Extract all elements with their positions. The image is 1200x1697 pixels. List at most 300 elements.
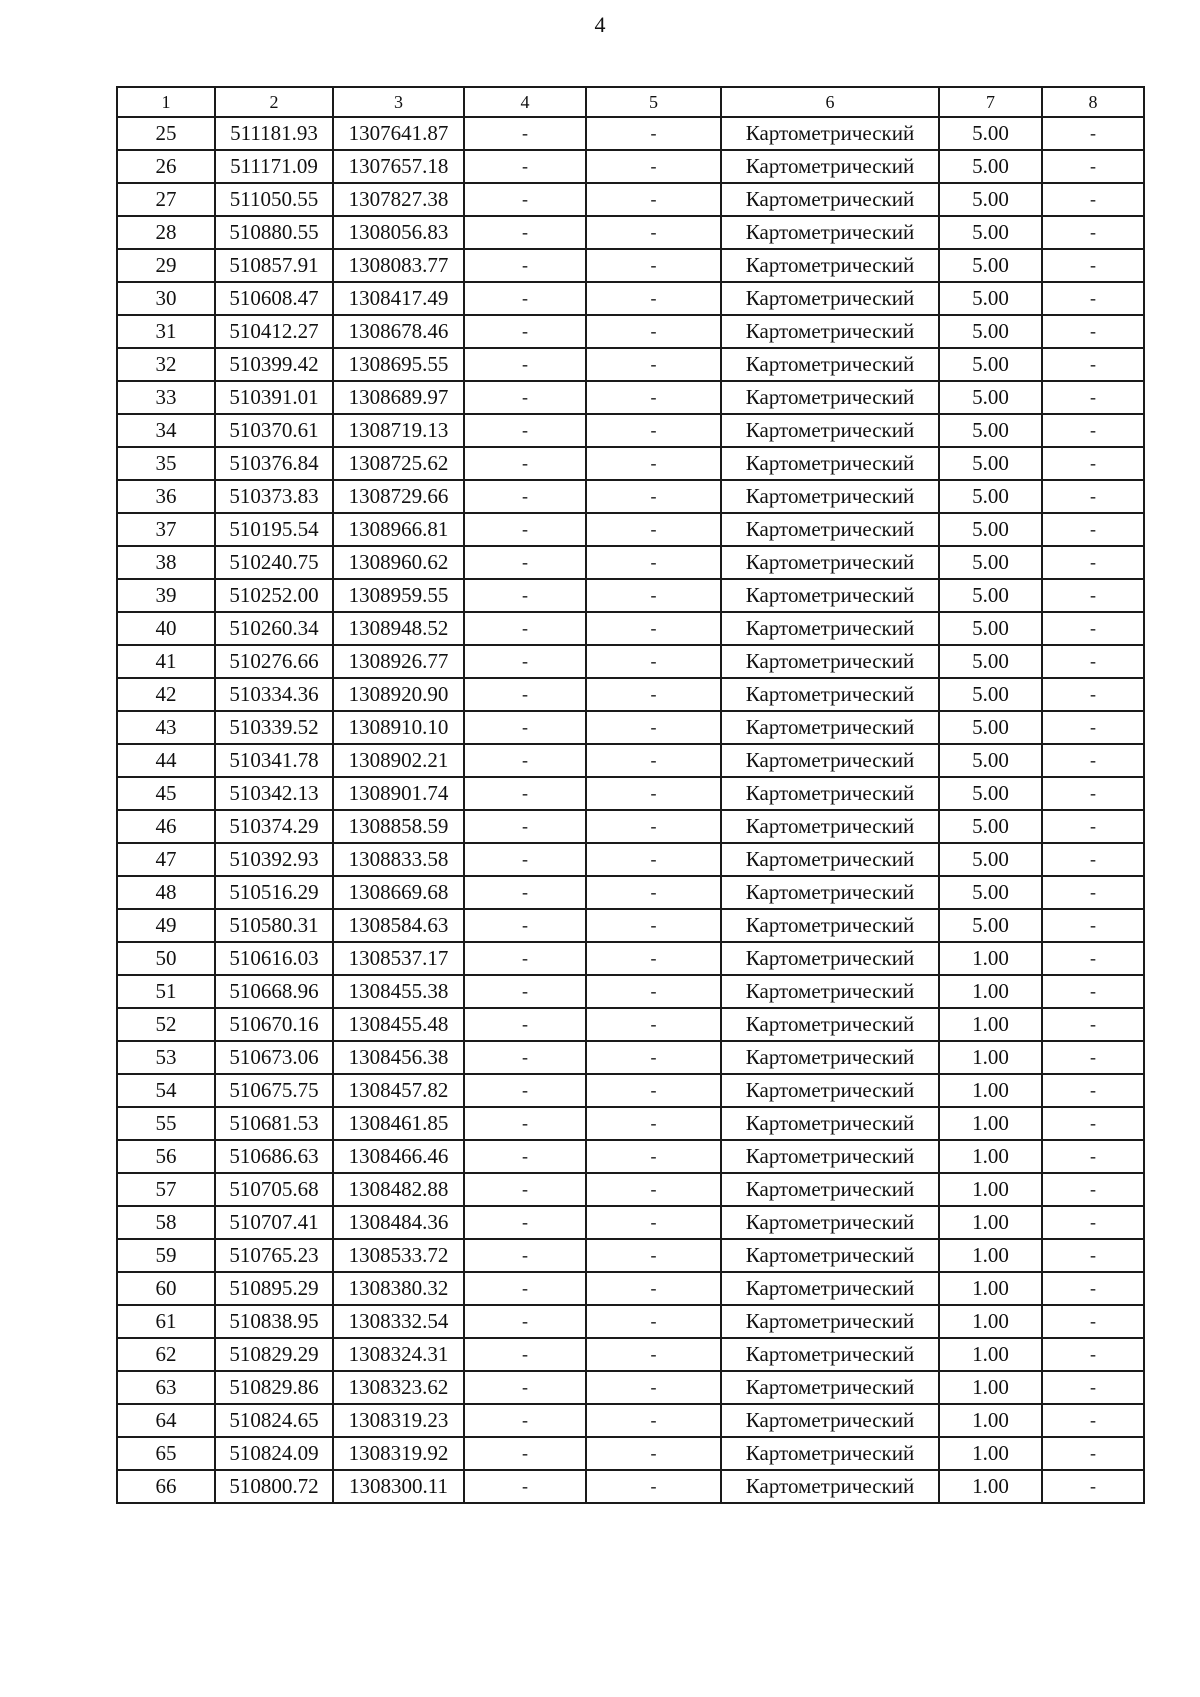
col-4-value: - xyxy=(464,117,586,150)
point-number: 48 xyxy=(117,876,215,909)
col-4-value: - xyxy=(464,183,586,216)
accuracy-value: 1.00 xyxy=(939,1173,1042,1206)
col-5-value: - xyxy=(586,1437,721,1470)
col-5-value: - xyxy=(586,975,721,1008)
col-5-value: - xyxy=(586,777,721,810)
col-8-value: - xyxy=(1042,1041,1144,1074)
table-row xyxy=(117,876,1144,909)
table-row xyxy=(117,942,1144,975)
method-value: Картометрический xyxy=(721,1008,939,1041)
col-8-value: - xyxy=(1042,876,1144,909)
table-row xyxy=(117,381,1144,414)
coord-x: 510240.75 xyxy=(215,546,333,579)
method-value: Картометрический xyxy=(721,942,939,975)
table-row xyxy=(117,744,1144,777)
table-row xyxy=(117,678,1144,711)
col-5-value: - xyxy=(586,843,721,876)
col-4-value: - xyxy=(464,975,586,1008)
coord-x: 510616.03 xyxy=(215,942,333,975)
coord-y: 1308484.36 xyxy=(333,1206,464,1239)
coord-y: 1308960.62 xyxy=(333,546,464,579)
coord-x: 510895.29 xyxy=(215,1272,333,1305)
table-header-row xyxy=(117,87,1144,117)
col-8-value: - xyxy=(1042,612,1144,645)
method-value: Картометрический xyxy=(721,909,939,942)
col-4-value: - xyxy=(464,711,586,744)
point-number: 52 xyxy=(117,1008,215,1041)
point-number: 39 xyxy=(117,579,215,612)
method-value: Картометрический xyxy=(721,249,939,282)
col-5-value: - xyxy=(586,117,721,150)
coord-x: 510391.01 xyxy=(215,381,333,414)
method-value: Картометрический xyxy=(721,1074,939,1107)
coord-y: 1308695.55 xyxy=(333,348,464,381)
col-4-value: - xyxy=(464,480,586,513)
col-8-value: - xyxy=(1042,513,1144,546)
accuracy-value: 1.00 xyxy=(939,1107,1042,1140)
col-8-value: - xyxy=(1042,810,1144,843)
col-5-value: - xyxy=(586,381,721,414)
col-5-value: - xyxy=(586,678,721,711)
col-5-value: - xyxy=(586,1239,721,1272)
coord-x: 510707.41 xyxy=(215,1206,333,1239)
accuracy-value: 1.00 xyxy=(939,1470,1042,1503)
coord-y: 1308456.38 xyxy=(333,1041,464,1074)
col-4-value: - xyxy=(464,216,586,249)
accuracy-value: 5.00 xyxy=(939,678,1042,711)
point-number: 63 xyxy=(117,1371,215,1404)
table-row xyxy=(117,579,1144,612)
method-value: Картометрический xyxy=(721,975,939,1008)
col-8-value: - xyxy=(1042,645,1144,678)
col-5-value: - xyxy=(586,480,721,513)
table-row xyxy=(117,1107,1144,1140)
col-4-value: - xyxy=(464,1470,586,1503)
method-value: Картометрический xyxy=(721,447,939,480)
method-value: Картометрический xyxy=(721,216,939,249)
accuracy-value: 1.00 xyxy=(939,942,1042,975)
coord-x: 510670.16 xyxy=(215,1008,333,1041)
col-4-value: - xyxy=(464,447,586,480)
method-value: Картометрический xyxy=(721,1041,939,1074)
point-number: 64 xyxy=(117,1404,215,1437)
coord-x: 510370.61 xyxy=(215,414,333,447)
point-number: 25 xyxy=(117,117,215,150)
col-5-value: - xyxy=(586,282,721,315)
method-value: Картометрический xyxy=(721,1404,939,1437)
coord-y: 1308902.21 xyxy=(333,744,464,777)
col-8-value: - xyxy=(1042,315,1144,348)
col-4-value: - xyxy=(464,1272,586,1305)
col-8-value: - xyxy=(1042,678,1144,711)
col-4-value: - xyxy=(464,876,586,909)
method-value: Картометрический xyxy=(721,282,939,315)
method-value: Картометрический xyxy=(721,414,939,447)
method-value: Картометрический xyxy=(721,1140,939,1173)
method-value: Картометрический xyxy=(721,546,939,579)
coord-x: 510342.13 xyxy=(215,777,333,810)
coord-y: 1308725.62 xyxy=(333,447,464,480)
method-value: Картометрический xyxy=(721,1338,939,1371)
coord-y: 1308920.90 xyxy=(333,678,464,711)
method-value: Картометрический xyxy=(721,1239,939,1272)
col-4-value: - xyxy=(464,1338,586,1371)
point-number: 65 xyxy=(117,1437,215,1470)
coord-y: 1308966.81 xyxy=(333,513,464,546)
col-8-value: - xyxy=(1042,909,1144,942)
coord-y: 1308455.38 xyxy=(333,975,464,1008)
point-number: 53 xyxy=(117,1041,215,1074)
method-value: Картометрический xyxy=(721,810,939,843)
col-5-value: - xyxy=(586,1173,721,1206)
col-8-value: - xyxy=(1042,447,1144,480)
col-4-value: - xyxy=(464,909,586,942)
coord-y: 1308319.92 xyxy=(333,1437,464,1470)
coord-x: 510857.91 xyxy=(215,249,333,282)
col-8-value: - xyxy=(1042,1008,1144,1041)
point-number: 28 xyxy=(117,216,215,249)
col-4-value: - xyxy=(464,1173,586,1206)
col-8-value: - xyxy=(1042,282,1144,315)
coord-y: 1308584.63 xyxy=(333,909,464,942)
col-8-value: - xyxy=(1042,348,1144,381)
point-number: 36 xyxy=(117,480,215,513)
accuracy-value: 5.00 xyxy=(939,645,1042,678)
col-8-value: - xyxy=(1042,1338,1144,1371)
point-number: 50 xyxy=(117,942,215,975)
coord-x: 510765.23 xyxy=(215,1239,333,1272)
col-8-value: - xyxy=(1042,1470,1144,1503)
col-5-value: - xyxy=(586,810,721,843)
col-8-value: - xyxy=(1042,942,1144,975)
accuracy-value: 5.00 xyxy=(939,711,1042,744)
page-number: 4 xyxy=(594,12,606,37)
point-number: 60 xyxy=(117,1272,215,1305)
coord-y: 1308417.49 xyxy=(333,282,464,315)
coord-x: 510675.75 xyxy=(215,1074,333,1107)
col-5-value: - xyxy=(586,447,721,480)
col-5-value: - xyxy=(586,1470,721,1503)
accuracy-value: 5.00 xyxy=(939,414,1042,447)
table-row xyxy=(117,1173,1144,1206)
method-value: Картометрический xyxy=(721,1107,939,1140)
method-value: Картометрический xyxy=(721,381,939,414)
method-value: Картометрический xyxy=(721,117,939,150)
point-number: 34 xyxy=(117,414,215,447)
coord-x: 510829.29 xyxy=(215,1338,333,1371)
col-5-value: - xyxy=(586,744,721,777)
method-value: Картометрический xyxy=(721,1437,939,1470)
coord-x: 510373.83 xyxy=(215,480,333,513)
method-value: Картометрический xyxy=(721,777,939,810)
col-4-value: - xyxy=(464,777,586,810)
col-8-value: - xyxy=(1042,1206,1144,1239)
col-5-value: - xyxy=(586,1206,721,1239)
column-header: 4 xyxy=(464,87,586,117)
coord-y: 1308948.52 xyxy=(333,612,464,645)
point-number: 66 xyxy=(117,1470,215,1503)
col-5-value: - xyxy=(586,579,721,612)
col-8-value: - xyxy=(1042,744,1144,777)
coord-y: 1308455.48 xyxy=(333,1008,464,1041)
col-5-value: - xyxy=(586,216,721,249)
coord-y: 1308729.66 xyxy=(333,480,464,513)
col-8-value: - xyxy=(1042,1437,1144,1470)
table-row xyxy=(117,546,1144,579)
coord-y: 1308678.46 xyxy=(333,315,464,348)
table-row xyxy=(117,1239,1144,1272)
method-value: Картометрический xyxy=(721,480,939,513)
point-number: 44 xyxy=(117,744,215,777)
table-row xyxy=(117,150,1144,183)
point-number: 32 xyxy=(117,348,215,381)
coord-y: 1307657.18 xyxy=(333,150,464,183)
method-value: Картометрический xyxy=(721,1305,939,1338)
point-number: 37 xyxy=(117,513,215,546)
accuracy-value: 1.00 xyxy=(939,1272,1042,1305)
col-4-value: - xyxy=(464,1140,586,1173)
col-8-value: - xyxy=(1042,183,1144,216)
point-number: 35 xyxy=(117,447,215,480)
col-5-value: - xyxy=(586,150,721,183)
col-5-value: - xyxy=(586,249,721,282)
col-4-value: - xyxy=(464,1371,586,1404)
table-row xyxy=(117,1206,1144,1239)
col-5-value: - xyxy=(586,414,721,447)
coord-x: 510705.68 xyxy=(215,1173,333,1206)
coord-x: 510374.29 xyxy=(215,810,333,843)
method-value: Картометрический xyxy=(721,711,939,744)
col-5-value: - xyxy=(586,1008,721,1041)
point-number: 62 xyxy=(117,1338,215,1371)
coord-y: 1308926.77 xyxy=(333,645,464,678)
method-value: Картометрический xyxy=(721,876,939,909)
col-4-value: - xyxy=(464,612,586,645)
coord-y: 1307827.38 xyxy=(333,183,464,216)
coord-x: 510412.27 xyxy=(215,315,333,348)
table-row xyxy=(117,612,1144,645)
coord-x: 510800.72 xyxy=(215,1470,333,1503)
coord-y: 1308457.82 xyxy=(333,1074,464,1107)
accuracy-value: 5.00 xyxy=(939,315,1042,348)
column-header: 6 xyxy=(721,87,939,117)
col-8-value: - xyxy=(1042,150,1144,183)
method-value: Картометрический xyxy=(721,645,939,678)
accuracy-value: 1.00 xyxy=(939,1371,1042,1404)
col-4-value: - xyxy=(464,1041,586,1074)
method-value: Картометрический xyxy=(721,744,939,777)
col-4-value: - xyxy=(464,282,586,315)
table-row xyxy=(117,447,1144,480)
table-row xyxy=(117,513,1144,546)
col-5-value: - xyxy=(586,348,721,381)
table-row xyxy=(117,645,1144,678)
point-number: 33 xyxy=(117,381,215,414)
coord-y: 1308482.88 xyxy=(333,1173,464,1206)
col-4-value: - xyxy=(464,1404,586,1437)
coord-y: 1308533.72 xyxy=(333,1239,464,1272)
column-header: 2 xyxy=(215,87,333,117)
point-number: 58 xyxy=(117,1206,215,1239)
col-8-value: - xyxy=(1042,975,1144,1008)
accuracy-value: 5.00 xyxy=(939,480,1042,513)
table-row xyxy=(117,1404,1144,1437)
coord-x: 510829.86 xyxy=(215,1371,333,1404)
table-row xyxy=(117,183,1144,216)
coord-y: 1308056.83 xyxy=(333,216,464,249)
accuracy-value: 5.00 xyxy=(939,876,1042,909)
col-4-value: - xyxy=(464,942,586,975)
col-8-value: - xyxy=(1042,579,1144,612)
accuracy-value: 5.00 xyxy=(939,348,1042,381)
method-value: Картометрический xyxy=(721,612,939,645)
col-8-value: - xyxy=(1042,1239,1144,1272)
table-row xyxy=(117,249,1144,282)
coord-x: 511171.09 xyxy=(215,150,333,183)
coord-y: 1307641.87 xyxy=(333,117,464,150)
col-4-value: - xyxy=(464,348,586,381)
point-number: 42 xyxy=(117,678,215,711)
accuracy-value: 1.00 xyxy=(939,1437,1042,1470)
method-value: Картометрический xyxy=(721,183,939,216)
col-5-value: - xyxy=(586,876,721,909)
coord-y: 1308910.10 xyxy=(333,711,464,744)
col-8-value: - xyxy=(1042,711,1144,744)
table-row xyxy=(117,1074,1144,1107)
col-8-value: - xyxy=(1042,480,1144,513)
point-number: 47 xyxy=(117,843,215,876)
table-row xyxy=(117,1437,1144,1470)
table-row xyxy=(117,1371,1144,1404)
coord-y: 1308319.23 xyxy=(333,1404,464,1437)
point-number: 43 xyxy=(117,711,215,744)
accuracy-value: 5.00 xyxy=(939,150,1042,183)
coord-x: 510608.47 xyxy=(215,282,333,315)
coord-y: 1308323.62 xyxy=(333,1371,464,1404)
method-value: Картометрический xyxy=(721,1470,939,1503)
accuracy-value: 1.00 xyxy=(939,1338,1042,1371)
coord-x: 510399.42 xyxy=(215,348,333,381)
coord-x: 510838.95 xyxy=(215,1305,333,1338)
point-number: 56 xyxy=(117,1140,215,1173)
point-number: 57 xyxy=(117,1173,215,1206)
accuracy-value: 5.00 xyxy=(939,282,1042,315)
table-row xyxy=(117,777,1144,810)
col-4-value: - xyxy=(464,579,586,612)
accuracy-value: 5.00 xyxy=(939,612,1042,645)
col-4-value: - xyxy=(464,1437,586,1470)
col-4-value: - xyxy=(464,150,586,183)
accuracy-value: 5.00 xyxy=(939,810,1042,843)
coord-y: 1308901.74 xyxy=(333,777,464,810)
coord-x: 510252.00 xyxy=(215,579,333,612)
col-4-value: - xyxy=(464,546,586,579)
table-row xyxy=(117,1272,1144,1305)
accuracy-value: 1.00 xyxy=(939,1239,1042,1272)
col-4-value: - xyxy=(464,381,586,414)
col-4-value: - xyxy=(464,315,586,348)
accuracy-value: 5.00 xyxy=(939,117,1042,150)
table-row xyxy=(117,216,1144,249)
table-row xyxy=(117,117,1144,150)
coord-x: 510341.78 xyxy=(215,744,333,777)
coord-y: 1308858.59 xyxy=(333,810,464,843)
accuracy-value: 5.00 xyxy=(939,777,1042,810)
coord-y: 1308380.32 xyxy=(333,1272,464,1305)
col-5-value: - xyxy=(586,1107,721,1140)
coord-y: 1308083.77 xyxy=(333,249,464,282)
col-5-value: - xyxy=(586,645,721,678)
coord-x: 510580.31 xyxy=(215,909,333,942)
col-4-value: - xyxy=(464,249,586,282)
coord-x: 510880.55 xyxy=(215,216,333,249)
accuracy-value: 1.00 xyxy=(939,975,1042,1008)
method-value: Картометрический xyxy=(721,1206,939,1239)
point-number: 29 xyxy=(117,249,215,282)
col-5-value: - xyxy=(586,909,721,942)
method-value: Картометрический xyxy=(721,315,939,348)
col-4-value: - xyxy=(464,744,586,777)
coord-x: 510516.29 xyxy=(215,876,333,909)
accuracy-value: 5.00 xyxy=(939,249,1042,282)
coord-y: 1308959.55 xyxy=(333,579,464,612)
accuracy-value: 5.00 xyxy=(939,909,1042,942)
col-5-value: - xyxy=(586,942,721,975)
coord-x: 510681.53 xyxy=(215,1107,333,1140)
col-5-value: - xyxy=(586,183,721,216)
col-5-value: - xyxy=(586,1140,721,1173)
col-8-value: - xyxy=(1042,843,1144,876)
column-header: 8 xyxy=(1042,87,1144,117)
coord-x: 510824.65 xyxy=(215,1404,333,1437)
col-5-value: - xyxy=(586,1074,721,1107)
col-4-value: - xyxy=(464,414,586,447)
table-row xyxy=(117,1041,1144,1074)
col-5-value: - xyxy=(586,1041,721,1074)
point-number: 49 xyxy=(117,909,215,942)
coord-x: 510392.93 xyxy=(215,843,333,876)
coord-y: 1308537.17 xyxy=(333,942,464,975)
method-value: Картометрический xyxy=(721,1173,939,1206)
table-row xyxy=(117,843,1144,876)
accuracy-value: 1.00 xyxy=(939,1074,1042,1107)
table-row xyxy=(117,1008,1144,1041)
table-row xyxy=(117,480,1144,513)
coord-x: 511181.93 xyxy=(215,117,333,150)
point-number: 26 xyxy=(117,150,215,183)
table-row xyxy=(117,315,1144,348)
table-row xyxy=(117,282,1144,315)
point-number: 46 xyxy=(117,810,215,843)
point-number: 59 xyxy=(117,1239,215,1272)
col-4-value: - xyxy=(464,810,586,843)
accuracy-value: 5.00 xyxy=(939,513,1042,546)
col-8-value: - xyxy=(1042,1140,1144,1173)
col-4-value: - xyxy=(464,1107,586,1140)
method-value: Картометрический xyxy=(721,348,939,381)
coord-x: 510673.06 xyxy=(215,1041,333,1074)
point-number: 45 xyxy=(117,777,215,810)
col-8-value: - xyxy=(1042,1107,1144,1140)
point-number: 40 xyxy=(117,612,215,645)
col-5-value: - xyxy=(586,1371,721,1404)
coord-x: 510260.34 xyxy=(215,612,333,645)
coord-y: 1308324.31 xyxy=(333,1338,464,1371)
col-8-value: - xyxy=(1042,381,1144,414)
column-header: 7 xyxy=(939,87,1042,117)
point-number: 27 xyxy=(117,183,215,216)
col-4-value: - xyxy=(464,513,586,546)
